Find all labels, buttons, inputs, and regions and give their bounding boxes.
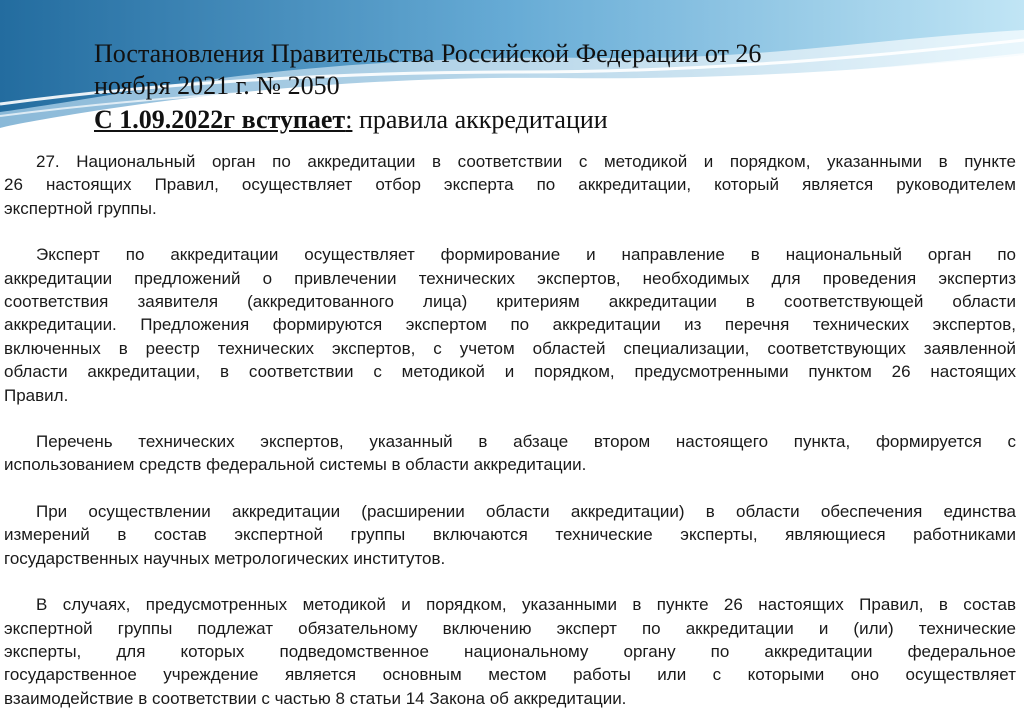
text-line: государственное учреждение является основным местом работы или с которыми оно осуществляет <box>4 665 1016 685</box>
text-line: измерений в состав экспертной группы включаются технические эксперты, являющиеся работниками <box>4 525 1016 545</box>
text-line: 26 настоящих Правил, осуществляет отбор эксперта по аккредитации, который является руководителем <box>4 175 1016 195</box>
text-line: экспертной группы подлежат обязательному включению эксперт по аккредитации и (или) технические <box>4 618 1016 638</box>
text-line: взаимодействие в соответствии с частью 8 статьи 14 Закона об аккредитации. <box>4 688 627 708</box>
paragraph-list <box>4 430 1016 477</box>
text-line: Перечень технических экспертов, указанный в абзаце втором настоящего пункта, формируется с <box>36 432 1016 452</box>
text-line: 27. Национальный орган по аккредитации в соответствии с методикой и порядком, указанными в пункте <box>36 152 1016 171</box>
slide-title <box>94 38 994 136</box>
text-line: области аккредитации, в соответствии с методикой и порядком, предусмотренными пунктом 26 настоящих <box>4 362 1016 382</box>
title-line-2: ноября 2021 г. № 2050 <box>94 71 340 100</box>
title-line-1: Постановления Правительства Российской Федерации от 26 <box>94 39 762 68</box>
paragraph-metrology <box>4 500 1016 570</box>
text-line: Правил. <box>4 385 69 405</box>
text-line: При осуществлении аккредитации (расширении области аккредитации) в области обеспечения единства <box>36 501 1016 521</box>
paragraph-expert <box>4 243 1016 407</box>
text-line: аккредитации предложений о привлечении технических экспертов, необходимых для проведения экспертиз <box>4 268 1016 288</box>
text-line: соответствия заявителя (аккредитованного лица) критериям аккредитации в соответствующей области <box>4 292 1016 312</box>
subtitle-rest: правила аккредитации <box>352 105 608 134</box>
text-line: государственных научных метрологических институтов. <box>4 548 446 568</box>
text-line: В случаях, предусмотренных методикой и порядком, указанными в пункте 26 настоящих Правил, в состав <box>36 595 1016 615</box>
paragraph-cases <box>4 593 1016 710</box>
document-body <box>4 150 1016 723</box>
text-line: эксперты, для которых подведомственное национальному органу по аккредитации федеральное <box>4 641 1016 661</box>
text-line: Эксперт по аккредитации осуществляет формирование и направление в национальный орган по <box>36 245 1016 265</box>
text-line: экспертной группы. <box>4 198 157 218</box>
text-line: включенных в реестр технических экспертов, с учетом областей специализации, соответствующих заявленной <box>4 338 1016 358</box>
subtitle <box>94 104 994 136</box>
paragraph-27 <box>4 150 1016 220</box>
text-line: использованием средств федеральной системы в области аккредитации. <box>4 455 587 475</box>
subtitle-effective-date: С 1.09.2022г вступает <box>94 105 346 134</box>
subtitle-colon: : <box>345 105 353 134</box>
text-line: аккредитации. Предложения формируются экспертом по аккредитации из перечня технических экспертов, <box>4 315 1016 335</box>
